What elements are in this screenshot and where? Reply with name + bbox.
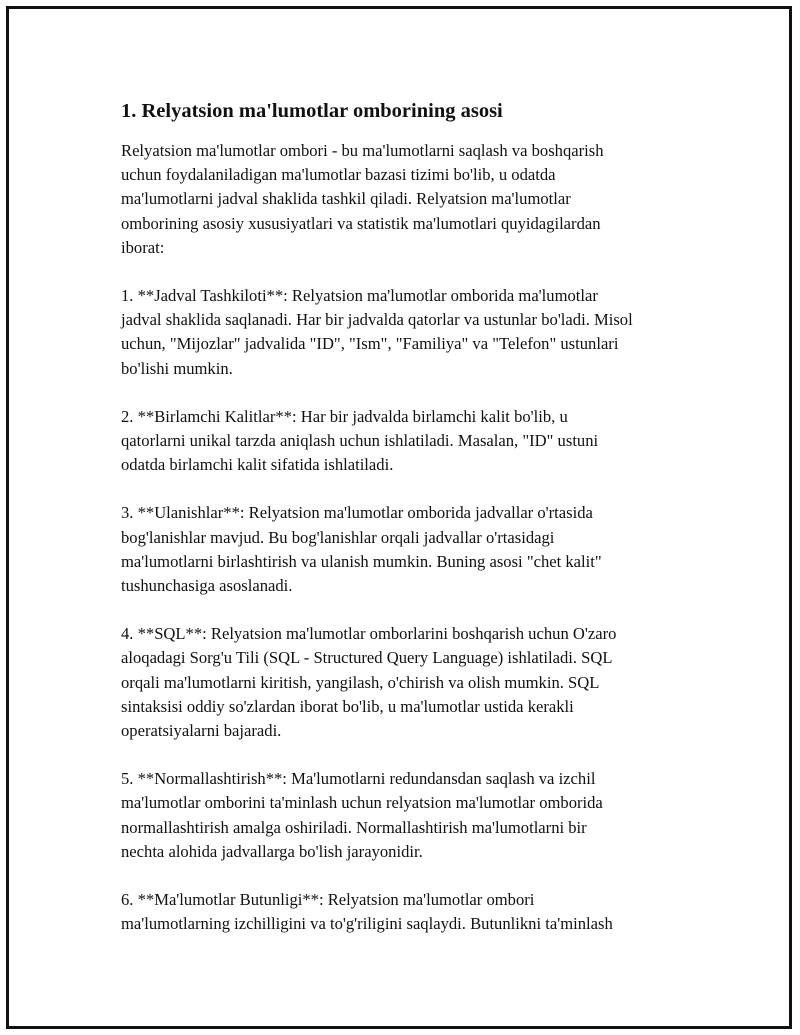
document-body: [121, 97, 701, 960]
document-title: 1. Relyatsion ma'lumotlar omborining asosi: [121, 100, 503, 122]
intro-paragraph: Relyatsion ma'lumotlar ombori - bu ma'lumotlarni saqlash va boshqarish uchun foydalaniladigan ma'lumotlar bazasi tizimi bo'lib, u odatda ma'lumotlarni jadval shaklida tashkil qiladi. Relyatsion ma'lumotlar omborining asosiy xususiyatlari va statistik ma'lumotlari quyidagilardan iborat:: [121, 141, 604, 257]
paragraph-malumotlar-butunligi: 6. **Ma'lumotlar Butunligi**: Relyatsion ma'lumotlar ombori ma'lumotlarning izchilligini va to'g'riligini saqlaydi. Butunlikni ta'minlash: [121, 890, 613, 934]
page-frame: [6, 6, 792, 1029]
paragraph-normallashtirish: 5. **Normallashtirish**: Ma'lumotlarni redundansdan saqlash va izchil ma'lumotlar omborini ta'minlash uchun relyatsion ma'lumotlar omborida normallashtirish amalga oshiriladi. Normallashtirish ma'lumotlarni bir nechta alohida jadvallarga bo'lish jarayonidir.: [121, 769, 603, 861]
paragraph-sql: 4. **SQL**: Relyatsion ma'lumotlar omborlarini boshqarish uchun O'zaro aloqadagi Sorg'u Tili (SQL - Structured Query Language) ishlatiladi. SQL orqali ma'lumotlarni kiritish, yangilash, o'chirish va olish mumkin. SQL sintaksisi oddiy so'zlardan iborat bo'lib, u ma'lumotlar ustida kerakli operatsiyalarni bajaradi.: [121, 624, 617, 741]
paragraph-jadval-tashkiloti: 1. **Jadval Tashkiloti**: Relyatsion ma'lumotlar omborida ma'lumotlar jadval shaklida saqlanadi. Har bir jadvalda qatorlar va ustunlar bo'ladi. Misol uchun, "Mijozlar" jadvalida "ID", "Ism", "Familiya" va "Telefon" ustunlari bo'lishi mumkin.: [121, 286, 633, 378]
paragraph-ulanishlar: 3. **Ulanishlar**: Relyatsion ma'lumotlar omborida jadvallar o'rtasida bog'lanishlar mavjud. Bu bog'lanishlar orqali jadvallar o'rtasidagi ma'lumotlarni birlashtirish va ulanish mumkin. Buning asosi "chet kalit" tushunchasiga asoslanadi.: [121, 503, 602, 596]
paragraph-birlamchi-kalitlar: 2. **Birlamchi Kalitlar**: Har bir jadvalda birlamchi kalit bo'lib, u qatorlarni unikal tarzda aniqlash uchun ishlatiladi. Masalan, "ID" ustuni odatda birlamchi kalit sifatida ishlatiladi.: [121, 406, 599, 475]
